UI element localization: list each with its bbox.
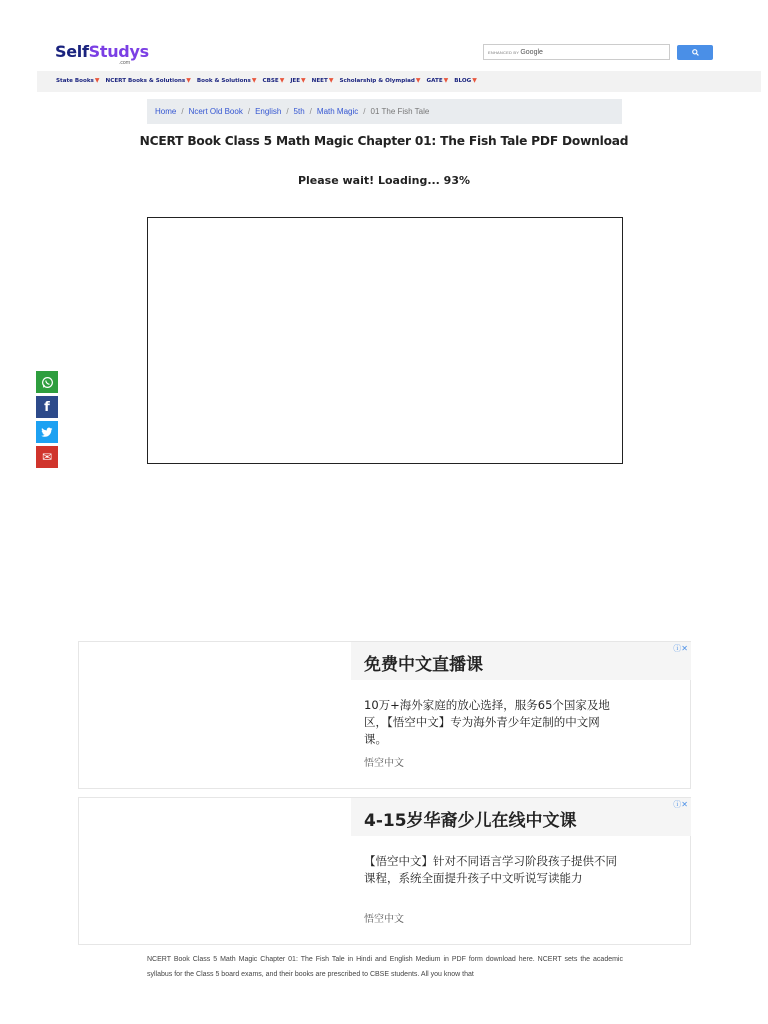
nav-item-state-books[interactable] [56,77,100,84]
nav-item-book-solutions[interactable] [197,77,257,84]
dropdown-arrow-icon: ▼ [301,77,306,84]
dropdown-arrow-icon: ▼ [328,77,334,84]
nav-item-label: Scholarship & Olympiad [339,77,415,84]
breadcrumb-link[interactable]: Math Magic [316,107,359,116]
nav-item-label: JEE [290,77,301,84]
breadcrumb-link[interactable]: Ncert Old Book [188,107,243,116]
dropdown-arrow-icon: ▼ [415,77,421,84]
nav-item-gate[interactable] [427,77,449,84]
twitter-icon [41,427,53,438]
logo-studys-text: Studys [88,42,149,61]
nav-item-label: NEET [311,77,328,84]
share-email-button[interactable] [36,446,58,468]
ad-source: 悟空中文 [364,914,404,925]
share-whatsapp-button[interactable] [36,371,58,393]
breadcrumb-link[interactable]: Home [155,107,177,116]
dropdown-arrow-icon: ▼ [251,77,257,84]
nav-item-ncert-books-solutions[interactable] [106,77,191,84]
search-button[interactable] [677,45,713,60]
facebook-icon: f [44,399,50,415]
ad-choices-icon[interactable]: ⓘ✕ [673,800,688,809]
pdf-viewer-frame[interactable] [147,217,623,464]
nav-item-label: CBSE [262,77,279,84]
email-icon: ✉ [41,450,53,464]
page-title: NCERT Book Class 5 Math Magic Chapter 01: The Fish Tale PDF Download [139,134,629,148]
nav-item-scholarship-olympiad[interactable] [339,77,420,84]
breadcrumb-separator: / [363,107,366,116]
breadcrumb [147,99,622,124]
search-branding: ENHANCED BY Google [488,49,543,56]
ad-choices-icon[interactable]: ⓘ✕ [673,644,688,653]
logo-com-text: .com [119,60,131,66]
nav-item-label: State Books [56,77,94,84]
breadcrumb-separator: / [286,107,289,116]
nav-item-label: NCERT Books & Solutions [105,77,186,84]
whatsapp-icon [41,376,54,389]
ad-headline[interactable]: 免费中文直播课 [364,655,483,675]
breadcrumb-separator: / [309,107,312,116]
breadcrumb-link[interactable]: 5th [293,107,305,116]
breadcrumb-link[interactable]: English [255,107,282,116]
search-input[interactable] [483,44,670,60]
ad-headline[interactable]: 4-15岁华裔少儿在线中文课 [364,811,577,831]
dropdown-arrow-icon: ▼ [443,77,449,84]
main-nav [56,77,483,84]
ad-source: 悟空中文 [364,758,404,769]
ad-body: 10万+海外家庭的放心选择，服务65个国家及地区，【悟空中文】专为海外青少年定制的中文网课。 [364,698,610,746]
dropdown-arrow-icon: ▼ [94,77,100,84]
ad-card[interactable] [78,797,691,945]
logo-self-text: Self [55,42,89,61]
dropdown-arrow-icon: ▼ [279,77,285,84]
nav-item-label: BLOG [454,77,472,84]
nav-item-label: Book & Solutions [196,77,251,84]
ad-card[interactable] [78,641,691,789]
share-twitter-button[interactable] [36,421,58,443]
breadcrumb-current: 01 The Fish Tale [370,107,430,116]
site-logo[interactable] [55,42,149,66]
nav-item-jee[interactable] [290,77,305,84]
google-wordmark: Google [520,49,543,56]
search-icon [692,49,699,56]
loading-status: Please wait! Loading... 93% [297,174,471,187]
nav-item-cbse[interactable] [262,77,284,84]
page-description: NCERT Book Class 5 Math Magic Chapter 01: The Fish Tale in Hindi and English Medium in PDF form download here. NCERT sets the academic syllabus for the Class 5 board exams, and their books are prescribed to CBSE students. All you know that [147,956,623,978]
share-facebook-button[interactable] [36,396,58,418]
dropdown-arrow-icon: ▼ [472,77,477,84]
ad-body: 【悟空中文】针对不同语言学习阶段孩子提供不同课程，系统全面提升孩子中文听说写读能力 [364,854,617,885]
nav-item-blog[interactable] [454,77,477,84]
nav-item-neet[interactable] [312,77,334,84]
nav-item-label: GATE [426,77,443,84]
dropdown-arrow-icon: ▼ [186,77,191,84]
breadcrumb-separator: / [181,107,184,116]
breadcrumb-separator: / [247,107,251,116]
